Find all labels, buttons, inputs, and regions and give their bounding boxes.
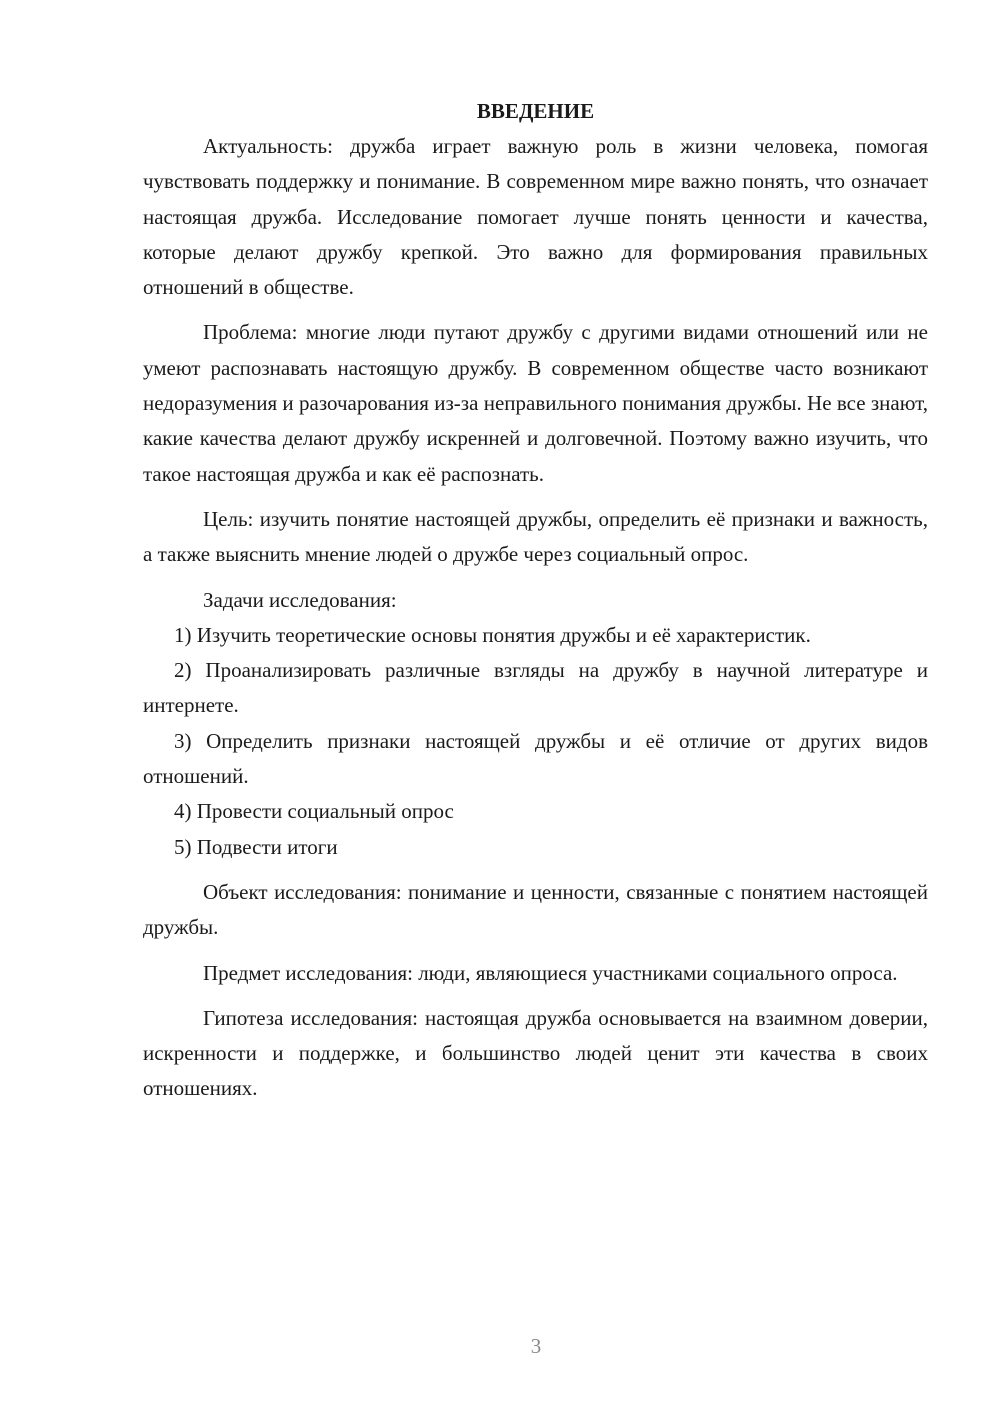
paragraph-relevance: Актуальность: дружба играет важную роль в жизни человека, помогая чувствовать поддержку и понимание. В современном мире важно понять, что означает настоящая дружба. Исследование помогает лучше понять ценности и качества, которые делают дружбу крепкой. Это важно для формирования правильных отношений в обществе. — [143, 134, 928, 300]
task-item: 4) Провести социальный опрос — [174, 799, 454, 824]
page-content — [143, 94, 928, 1107]
paragraph-goal: Цель: изучить понятие настоящей дружбы, определить её признаки и важность, а также выяснить мнение людей о дружбе через социальный опрос. — [143, 506, 928, 567]
task-item: 1) Изучить теоретические основы понятия дружбы и её характеристик. — [174, 622, 811, 647]
paragraph-hypothesis: Гипотеза исследования: настоящая дружба основывается на взаимном доверии, искренности и поддержке, и большинство людей ценит эти качества в своих отношениях. — [143, 1005, 928, 1101]
section-heading: ВВЕДЕНИЕ — [476, 99, 595, 123]
task-item: 3) Определить признаки настоящей дружбы и её отличие от других видов отношений. — [143, 728, 928, 789]
paragraph-subject: Предмет исследования: люди, являющиеся участниками социального опроса. — [203, 960, 898, 985]
tasks-label: Задачи исследования: — [203, 587, 397, 612]
task-item: 5) Подвести итоги — [174, 834, 338, 859]
paragraph-object: Объект исследования: понимание и ценности, связанные с понятием настоящей дружбы. — [143, 879, 928, 940]
page-number: 3 — [530, 1334, 542, 1358]
task-item: 2) Проанализировать различные взгляды на дружбу в научной литературе и интернете. — [143, 658, 928, 718]
paragraph-problem: Проблема: многие люди путают дружбу с другими видами отношений или не умеют распознавать настоящую дружбу. В современном обществе часто возникают недоразумения и разочарования из-за неправильного понимания дружбы. Не все знают, какие качества делают дружбу искренней и долговечной. Поэтому важно изучить, что такое настоящая дружба и как её распознать. — [143, 320, 928, 486]
